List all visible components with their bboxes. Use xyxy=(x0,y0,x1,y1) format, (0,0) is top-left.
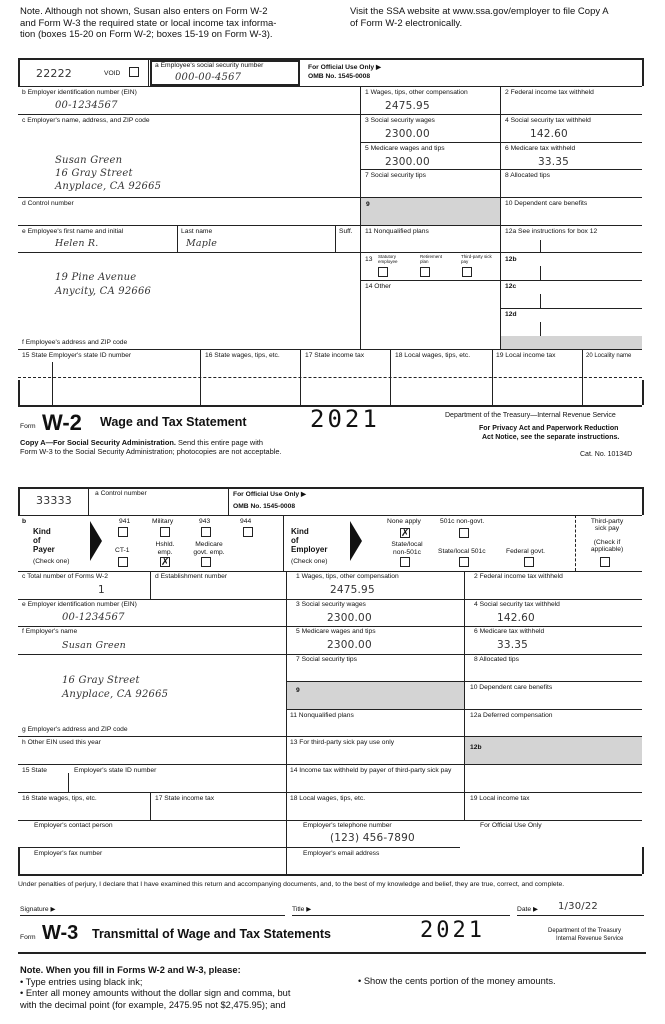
w3-form-word: Form xyxy=(20,934,36,941)
w3-box1-label: 1 Wages, tips, other compensation xyxy=(296,573,399,580)
w3-title-label: Title ▶ xyxy=(292,906,312,913)
top-note-line: and Form W-3 the required state or local income tax informa- xyxy=(20,17,277,29)
w3-payer-941: 941 xyxy=(119,518,131,525)
w2-privacy-line2: Act Notice, see the separate instructions. xyxy=(482,434,620,441)
w3-form-name: W-3 xyxy=(42,922,79,944)
w2-box-b-label: b Employer identification number (EIN) xyxy=(22,89,137,96)
w3-employer-501c: 501c non-govt. xyxy=(440,518,485,525)
w3-employer-check-one: (Check one) xyxy=(291,558,328,565)
w2-box12c-label: 12c xyxy=(505,283,517,290)
w2-copy-a-line2: Form W-3 to the Social Security Administration; photocopies are not acceptable. xyxy=(20,447,282,456)
w2-box19-label: 19 Local income tax xyxy=(496,352,556,359)
bottom-note-bullet-right: • Show the cents portion of the money amounts. xyxy=(358,976,556,986)
w3-state-local-checkbox[interactable] xyxy=(400,557,410,567)
w3-box-d-label: d Establishment number xyxy=(155,573,228,580)
w3-box8-label: 8 Allocated tips xyxy=(474,656,519,663)
w3-title-line[interactable] xyxy=(292,915,510,916)
w2-box13-label: 13 xyxy=(365,256,373,263)
w3-box5-label: 5 Medicare wages and tips xyxy=(296,628,376,635)
w3-box6-value[interactable]: 33.35 xyxy=(497,639,529,651)
w3-box3-value[interactable]: 2300.00 xyxy=(327,612,372,624)
w3-omb: OMB No. 1545-0008 xyxy=(233,503,296,510)
w3-501c-checkbox[interactable] xyxy=(459,528,469,538)
w3-payer-military: Military xyxy=(152,518,174,525)
bottom-note-heading: Note. When you fill in Forms W-2 and W-3, please: xyxy=(20,965,241,975)
w2-box13-statutory-label: Statutory employee xyxy=(378,254,398,264)
top-note-right xyxy=(350,6,609,29)
w3-box6-label: 6 Medicare tax withheld xyxy=(474,628,545,635)
w2-form-name: W-2 xyxy=(42,410,82,435)
w3-employer-none: None apply xyxy=(387,518,421,525)
w2-box-d-label: d Control number xyxy=(22,200,74,207)
w3-box19-label: 19 Local income tax xyxy=(470,795,530,802)
w2-copy-a-bold: Copy A—For Social Security Administration. xyxy=(20,438,176,447)
w3-state-id-label: Employer's state ID number xyxy=(74,767,157,774)
w2-box-c-label: c Employer's name, address, and ZIP code xyxy=(22,117,150,124)
w3-payer-ct1: CT-1 xyxy=(115,547,130,554)
w2-box8-label: 8 Allocated tips xyxy=(505,172,550,179)
w3-box11-label: 11 Nonqualified plans xyxy=(290,712,354,719)
w3-box2-label: 2 Federal income tax withheld xyxy=(474,573,563,580)
w3-box-h-label: h Other EIN used this year xyxy=(22,739,101,746)
w2-cat: Cat. No. 10134D xyxy=(580,451,633,458)
w2-employer-street[interactable]: 16 Gray Street xyxy=(55,168,133,179)
w3-dept2: Internal Revenue Service xyxy=(556,936,624,942)
w2-employee-street[interactable]: 19 Pine Avenue xyxy=(55,272,137,283)
w3-943-checkbox[interactable] xyxy=(201,527,211,537)
w3-signature-label: Signature ▶ xyxy=(20,906,56,913)
w3-employer-state-501c: State/local 501c xyxy=(438,548,486,555)
w2-dept: Department of the Treasury—Internal Revenue Service xyxy=(445,412,616,419)
w2-box-e-label: e Employee's first name and initial xyxy=(22,228,124,235)
w3-box12b-shade xyxy=(465,737,642,764)
w2-void-label: VOID xyxy=(104,70,121,77)
top-note-line: Visit the SSA website at www.ssa.gov/employer to file Copy A xyxy=(350,6,609,17)
w3-kind-payer xyxy=(33,527,55,554)
w3-kind-employer-line: Employer xyxy=(291,545,328,554)
w2-privacy-line1: For Privacy Act and Paperwork Reduction xyxy=(479,425,619,432)
w3-box5-value[interactable]: 2300.00 xyxy=(327,639,372,651)
w3-state-501c-checkbox[interactable] xyxy=(459,557,469,567)
w3-medicare-govt-checkbox[interactable] xyxy=(201,557,211,567)
top-note-line: of Form W-2 electronically. xyxy=(350,17,463,29)
w2-box18-label: 18 Local wages, tips, etc. xyxy=(395,352,471,359)
w3-kind-employer-line: Kind xyxy=(291,527,309,536)
w3-box-g-label: g Employer's address and ZIP code xyxy=(22,726,128,733)
w2-box1-label: 1 Wages, tips, other compensation xyxy=(365,89,468,96)
w2-box9-label: 9 xyxy=(366,201,370,208)
w2-employee-last-name[interactable]: Maple xyxy=(186,238,218,249)
w3-hshld-checkbox[interactable]: ✗ xyxy=(161,557,170,568)
w2-title: Wage and Tax Statement xyxy=(100,415,247,429)
w3-official-only: For Official Use Only xyxy=(480,822,542,829)
w3-signature-line[interactable] xyxy=(20,915,285,916)
w3-box12b-label: 12b xyxy=(470,744,482,751)
w2-form-code: 22222 xyxy=(36,67,72,80)
w2-suff-label: Suff. xyxy=(339,228,353,235)
w3-official-use: For Official Use Only ▶ xyxy=(233,491,307,498)
w2-thirdparty-checkbox[interactable] xyxy=(462,267,472,277)
w3-title: Transmittal of Wage and Tax Statements xyxy=(92,927,331,941)
w3-third-party-line: (Check if xyxy=(593,539,621,546)
w3-box12a-label: 12a Deferred compensation xyxy=(470,712,553,719)
w2-omb: OMB No. 1545-0008 xyxy=(308,73,371,80)
w2-box14-label: 14 Other xyxy=(365,283,392,290)
w2-retirement-checkbox[interactable] xyxy=(420,267,430,277)
w2-copy-a xyxy=(20,438,282,456)
w2-ssn-field[interactable]: 000-00-4567 xyxy=(175,72,242,83)
w3-employer-state-local: State/local non-501c xyxy=(391,541,423,556)
w2-employee-first-name[interactable]: Helen R. xyxy=(55,238,99,249)
w3-dept1: Department of the Treasury xyxy=(548,928,622,934)
w3-none-apply-checkbox[interactable]: ✗ xyxy=(401,528,410,539)
w3-payer-check-one: (Check one) xyxy=(33,558,70,565)
w2-official-use: For Official Use Only ▶ xyxy=(308,64,382,71)
w3-box14-label: 14 Income tax withheld by payer of third-party sick pay xyxy=(290,767,452,774)
w3-box17-label: 17 State income tax xyxy=(155,795,215,802)
w2-box16-label: 16 State wages, tips, etc. xyxy=(205,352,280,359)
w3-year: 2021 xyxy=(420,918,485,943)
w2-box4-label: 4 Social security tax withheld xyxy=(505,117,591,124)
w3-kind-payer-line: Payer xyxy=(33,545,55,554)
w3-box-f-label: f Employer's name xyxy=(22,628,78,635)
w3-payer-943: 943 xyxy=(199,518,211,525)
w2-employer-city[interactable]: Anyplace, CA 92665 xyxy=(55,181,162,192)
w3-phone-label: Employer's telephone number xyxy=(303,822,392,829)
w3-box13-label: 13 For third-party sick pay use only xyxy=(290,739,395,746)
w2-box10-label: 10 Dependent care benefits xyxy=(505,200,588,207)
w3-payer-944: 944 xyxy=(240,518,252,525)
w3-box-a-label: a Control number xyxy=(95,490,147,497)
w2-year: 2021 xyxy=(310,405,380,433)
w2-box-f-label: f Employee's address and ZIP code xyxy=(22,339,128,346)
w2-form-word: Form xyxy=(20,423,36,430)
w3-employer-city[interactable]: Anyplace, CA 92665 xyxy=(62,689,169,700)
w2-void-checkbox[interactable] xyxy=(129,67,139,77)
w3-third-party-line: Third-party xyxy=(590,518,624,525)
w2-box15-label: 15 State Employer's state ID number xyxy=(22,352,132,359)
w3-box9-label: 9 xyxy=(296,687,300,694)
w2-box12-shade xyxy=(501,336,642,349)
bottom-note-bullet: with the decimal point (for example, 2475.95 not $2,475.95); and xyxy=(20,999,286,1010)
w2-copy-a-rest: Send this entire page with xyxy=(175,438,264,447)
bottom-note-bullet: • Enter all money amounts without the dollar sign and comma, but xyxy=(20,988,291,998)
w3-box18-label: 18 Local wages, tips, etc. xyxy=(290,795,366,802)
w2-box7-label: 7 Social security tips xyxy=(365,172,426,179)
w3-date-label: Date ▶ xyxy=(517,906,539,913)
w2-box5-value[interactable]: 2300.00 xyxy=(385,156,430,168)
w2-employee-city[interactable]: Anycity, CA 92666 xyxy=(55,286,152,297)
w3-perjury: Under penalties of perjury, I declare that I have examined this return and accompanying documents, and, to the best of my knowledge and belief, they are true, correct, and complete. xyxy=(18,881,565,888)
w2-box12b-label: 12b xyxy=(505,256,517,263)
w3-employer-federal: Federal govt. xyxy=(506,548,546,555)
w3-box15-label: 15 State xyxy=(22,767,47,774)
w3-box3-label: 3 Social security wages xyxy=(296,601,366,608)
w3-ct1-checkbox[interactable] xyxy=(118,557,128,567)
w3-ein-field[interactable]: 00-1234567 xyxy=(62,612,125,623)
top-note-line: Note. Although not shown, Susan also enters on Form W-2 xyxy=(20,6,268,17)
w3-employer-street[interactable]: 16 Gray Street xyxy=(62,675,140,686)
w3-box7-label: 7 Social security tips xyxy=(296,656,357,663)
w2-box6-value[interactable]: 33.35 xyxy=(538,156,570,168)
w3-box4-label: 4 Social security tax withheld xyxy=(474,601,560,608)
w2-box13-retirement-label: Retirement plan xyxy=(420,254,443,264)
w2-box6-label: 6 Medicare tax withheld xyxy=(505,145,576,152)
w2-last-name-label: Last name xyxy=(181,228,213,235)
w3-third-party-checkbox[interactable] xyxy=(600,557,610,567)
w2-box11-label: 11 Nonqualified plans xyxy=(365,228,429,235)
w2-box2-label: 2 Federal income tax withheld xyxy=(505,89,594,96)
top-note-left xyxy=(20,6,276,41)
w2-box-a-label: a Employee's social security number xyxy=(155,62,264,69)
w3-form-code: 33333 xyxy=(36,494,72,507)
w3-kind-payer-line: Kind xyxy=(33,527,51,536)
w2-box13-thirdparty-label: Third-party sick pay xyxy=(461,254,492,264)
w3-payer-arrow-icon xyxy=(90,521,102,561)
w3-box-c-label: c Total number of Forms W-2 xyxy=(22,573,108,580)
w2-box17-label: 17 State income tax xyxy=(305,352,365,359)
w2-box3-label: 3 Social security wages xyxy=(365,117,435,124)
w3-box9-shade xyxy=(287,682,464,709)
w3-box16-label: 16 State wages, tips, etc. xyxy=(22,795,97,802)
w3-payer-hshld: Hshld. emp. xyxy=(155,541,175,556)
w2-box12a-label: 12a See instructions for box 12 xyxy=(505,228,598,235)
w3-military-checkbox[interactable] xyxy=(160,527,170,537)
w3-total-forms-value[interactable]: 1 xyxy=(98,584,105,596)
w3-box4-value[interactable]: 142.60 xyxy=(497,612,535,624)
w2-statutory-checkbox[interactable] xyxy=(378,267,388,277)
w3-federal-govt-checkbox[interactable] xyxy=(524,557,534,567)
w2-ein-field[interactable]: 00-1234567 xyxy=(55,100,118,111)
w3-payer-medicare: Medicare govt. emp. xyxy=(193,541,225,556)
w3-fax-label: Employer's fax number xyxy=(34,850,103,857)
w2-box1-value[interactable]: 2475.95 xyxy=(385,100,430,112)
w3-kind-employer-line: of xyxy=(291,536,299,545)
w2-employer-name[interactable]: Susan Green xyxy=(55,155,123,166)
w3-email-label: Employer's email address xyxy=(303,850,380,857)
w3-third-party-line: sick pay xyxy=(594,525,620,532)
w3-phone-field[interactable]: (123) 456-7890 xyxy=(330,832,415,844)
top-note-line: tion (boxes 15-20 on Form W-2; boxes 15-19 on Form W-3). xyxy=(20,29,273,40)
w3-944-checkbox[interactable] xyxy=(243,527,253,537)
w2-box3-value[interactable]: 2300.00 xyxy=(385,128,430,140)
bottom-note xyxy=(20,965,290,1011)
w2-box9-shade xyxy=(361,198,500,225)
w3-box10-label: 10 Dependent care benefits xyxy=(470,684,553,691)
w3-date-field[interactable]: 1/30/22 xyxy=(558,901,598,912)
w2-box4-value[interactable]: 142.60 xyxy=(530,128,568,140)
w2-box20-label: 20 Locality name xyxy=(586,353,632,359)
w3-employer-name[interactable]: Susan Green xyxy=(62,640,126,651)
w3-kind-employer xyxy=(291,527,327,554)
w2-box12d-label: 12d xyxy=(505,311,517,318)
w3-box1-value[interactable]: 2475.95 xyxy=(330,584,375,596)
w2-box5-label: 5 Medicare wages and tips xyxy=(365,145,445,152)
w3-kind-payer-line: of xyxy=(33,536,41,545)
w3-box-e-label: e Employer identification number (EIN) xyxy=(22,601,137,608)
w3-941-checkbox[interactable] xyxy=(118,527,128,537)
bottom-note-bullet: • Type entries using black ink; xyxy=(20,976,143,987)
w3-third-party xyxy=(583,518,631,553)
w3-box-b-label: b xyxy=(22,518,27,525)
w3-contact-label: Employer's contact person xyxy=(34,822,113,829)
w3-third-party-line: applicable) xyxy=(590,546,624,553)
w3-employer-arrow-icon xyxy=(350,521,362,561)
